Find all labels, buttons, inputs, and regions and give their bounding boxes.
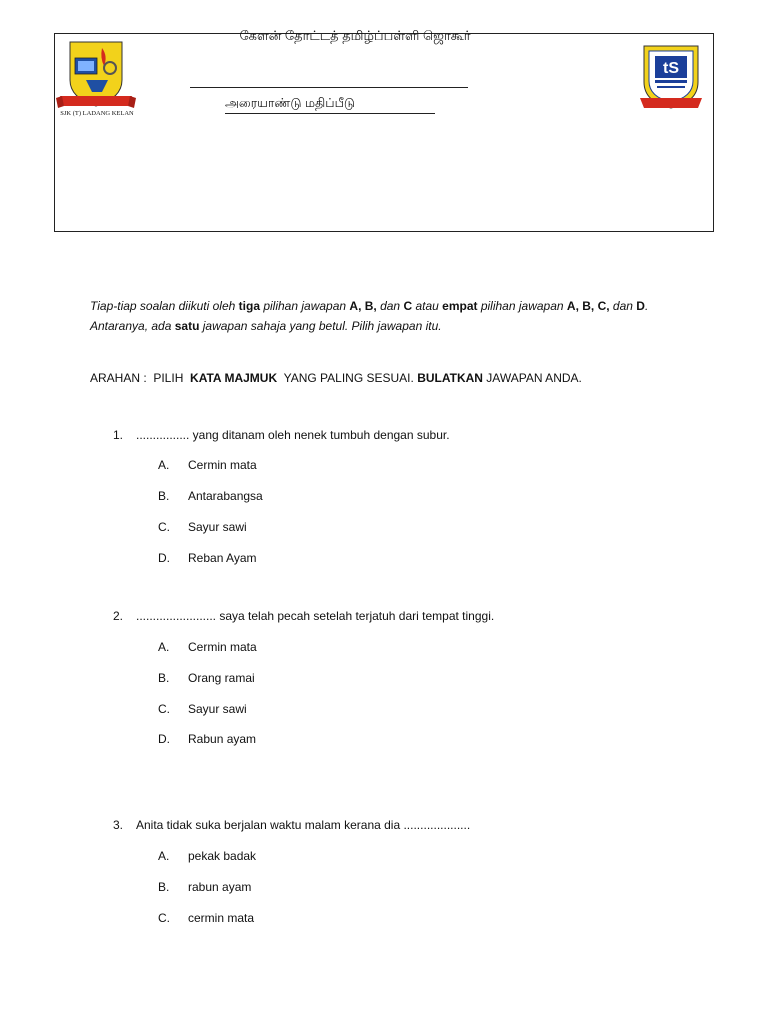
question-number: 1.	[113, 428, 124, 442]
option-letter: C.	[158, 911, 170, 925]
school-name: கேளன் தோட்டத் தமிழ்ப்பள்ளி ஜொகூர்	[239, 28, 471, 43]
header-box	[54, 33, 714, 232]
question-number: 3.	[113, 818, 124, 832]
intro-text: Antaranya, ada	[90, 319, 175, 333]
question-stem: ........................ saya telah pecah setelah terjatuh dari tempat tinggi.	[136, 609, 495, 623]
option-letter: D.	[158, 551, 170, 565]
option-text: Cermin mata	[188, 640, 257, 654]
intro-bold: empat	[442, 299, 478, 313]
intro-text: pilihan jawapan	[477, 299, 567, 313]
option-text: Reban Ayam	[188, 551, 257, 565]
intro-bold: satu	[174, 319, 200, 333]
option-text: Antarabangsa	[188, 489, 263, 503]
question-stem: ................ yang ditanam oleh nenek tumbuh dengan subur.	[136, 428, 450, 442]
option-text: pekak badak	[188, 849, 257, 863]
exam-title: அரையாண்டு மதிப்பீடு	[225, 96, 435, 114]
arahan-text: YANG PALING SESUAI.	[277, 371, 418, 385]
option-text: Sayur sawi	[188, 520, 247, 534]
title-divider	[190, 87, 468, 88]
intro-text: Tiap-tiap soalan diikuti oleh	[90, 299, 239, 313]
option-text: Rabun ayam	[188, 732, 257, 746]
intro-text: pilihan jawapan	[260, 299, 350, 313]
intro-text: dan	[609, 299, 637, 313]
arahan-text: ARAHAN : PILIH	[90, 371, 191, 385]
school-badge-icon	[638, 42, 704, 118]
intro-bold: A, B,	[349, 299, 377, 313]
left-logo-caption: SJK (T) LADANG KELAN	[60, 110, 134, 117]
question-stem: Anita tidak suka berjalan waktu malam kerana dia ....................	[136, 818, 471, 832]
intro-bold: tiga	[238, 299, 260, 313]
option-text: cermin mata	[188, 911, 255, 925]
option-letter: B.	[158, 880, 170, 894]
svg-text:tS: tS	[663, 60, 679, 77]
option-letter: B.	[158, 489, 170, 503]
intro-bold: D	[636, 299, 645, 313]
intro-text: jawapan sahaja yang betul. Pilih jawapan itu.	[199, 319, 442, 333]
arahan-line	[90, 371, 710, 385]
intro-text: dan	[376, 299, 404, 313]
option-text: Cermin mata	[188, 458, 257, 472]
option-letter: A.	[158, 640, 170, 654]
intro-text: atau	[412, 299, 443, 313]
question-number: 2.	[113, 609, 124, 623]
option-text: Sayur sawi	[188, 702, 247, 716]
option-letter: A.	[158, 458, 170, 472]
option-letter: C.	[158, 702, 170, 716]
arahan-bold: KATA MAJMUK	[190, 371, 278, 385]
school-crest-icon	[56, 36, 136, 120]
option-letter: B.	[158, 671, 170, 685]
arahan-text: JAWAPAN ANDA.	[482, 371, 582, 385]
option-letter: D.	[158, 732, 170, 746]
intro-text: .	[644, 299, 649, 313]
option-letter: C.	[158, 520, 170, 534]
option-letter: A.	[158, 849, 170, 863]
arahan-bold: BULATKAN	[417, 371, 483, 385]
intro-bold: A, B, C,	[566, 299, 610, 313]
option-text: Orang ramai	[188, 671, 255, 685]
option-text: rabun ayam	[188, 880, 252, 894]
instructions-paragraph	[90, 296, 710, 336]
intro-bold: C	[403, 299, 413, 313]
